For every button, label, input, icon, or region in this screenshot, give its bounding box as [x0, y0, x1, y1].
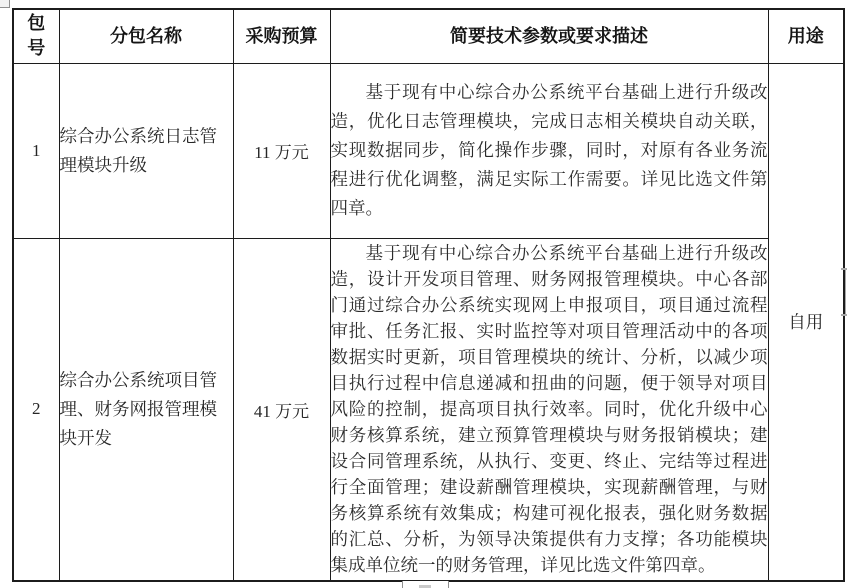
header-package-name: 分包名称: [59, 9, 233, 63]
budget-cell: 41 万元: [233, 238, 330, 581]
budget-cell: 11 万元: [233, 63, 330, 238]
package-name-cell: 综合办公系统项目管理、财务网报管理模块开发: [59, 238, 233, 581]
page-element-fragment-icon: [402, 581, 449, 588]
table-handle-fragment-icon: [0, 0, 10, 8]
package-no-cell: 1: [13, 63, 59, 238]
header-description: 简要技术参数或要求描述: [330, 9, 768, 63]
description-cell: [330, 63, 768, 238]
header-usage: 用途: [768, 9, 844, 63]
package-name-cell: 综合办公系统日志管理模块升级: [59, 63, 233, 238]
header-package-no: [13, 9, 59, 63]
description-cell: [330, 238, 768, 581]
header-budget: 采购预算: [233, 9, 330, 63]
description-paragraph: 基于现有中心综合办公系统平台基础上进行升级改造，优化日志管理模块，完成日志相关模块自动关联，实现数据同步，简化操作步骤，同时，对原有各业务流程进行优化调整，满足实际工作需要。详见比选文件第四章。: [330, 82, 768, 218]
usage-merged-cell: 自用: [768, 63, 844, 581]
scrollbar-fragment-icon: [845, 268, 851, 316]
description-paragraph: 基于现有中心综合办公系统平台基础上进行升级改造，设计开发项目管理、财务网报管理模块。中心各部门通过综合办公系统实现网上申报项目，项目通过流程审批、任务汇报、实时监控等对项目管理活动中的各项数据实时更新，项目管理模块的统计、分析，以减少项目执行过程中信息递减和扭曲的问题，便于领导对项目风险的控制，提高项目执行效率。同时，优化升级中心财务核算系统，建立预算管理模块与财务报销模块；建设合同管理系统，从执行、变更、终止、完结等过程进行全面管理；建设薪酬管理模块，实现薪酬管理，与财务核算系统有效集成；构建可视化报表，强化财务数据的汇总、分析，为领导决策提供有力支撑；各功能模块集成单位统一的财务管理，详见比选文件第四章。: [330, 243, 768, 576]
procurement-packages-table: [12, 8, 845, 582]
table-row: [13, 63, 844, 238]
package-no-cell: 2: [13, 238, 59, 581]
table-header-row: [13, 9, 844, 63]
table-row: [13, 238, 844, 581]
header-package-no-label: 包号: [27, 13, 46, 59]
